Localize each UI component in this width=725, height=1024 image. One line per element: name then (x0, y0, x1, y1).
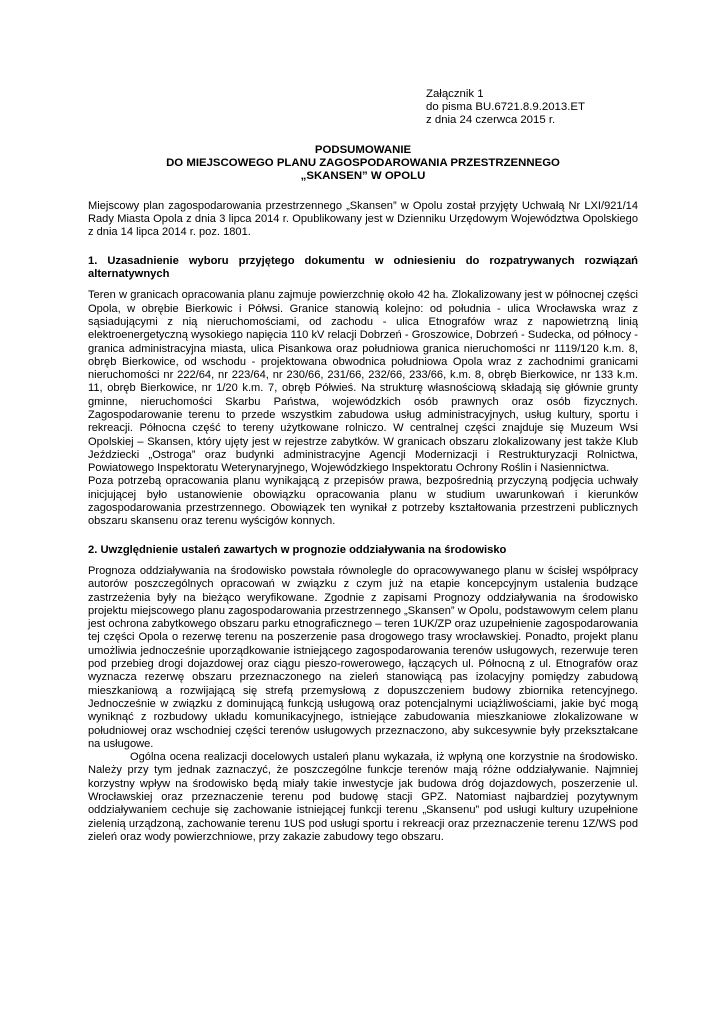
section-2-paragraph-2: Ogólna ocena realizacji docelowych ustaleń planu wykazała, iż wpłyną one korzystnie na środowisko. Należy przy tym jednak zaznaczyć, że poszczególne funkcje terenów mają różne oddziaływanie. Najmniej korzystny wpływ na środowisko będą miały takie inwestycje jak budowa dróg dojazdowych, poszerzenie ul. Wrocławskiej oraz przeznaczenie terenu pod budowę stacji GPZ. Natomiast najbardziej pozytywnym oddziaływaniem cechuje się zachowanie istniejącej funkcji terenu „Skansenu” pod usługi kultury uzupełnione zielenią urządzoną, zachowanie terenu 1US pod usługi sportu i rekreacji oraz przeznaczenie terenu 1Z/WS pod zieleń oraz wody powierzchniowe, przy zakazie zabudowy tego obszaru. (88, 751, 638, 843)
annex-reference: do pisma BU.6721.8.9.2013.ET (426, 101, 585, 114)
annex-block (426, 88, 638, 128)
title-line-2: DO MIEJSCOWEGO PLANU ZAGOSPODAROWANIA PRZESTRZENNEGO (166, 157, 560, 170)
intro-paragraph: Miejscowy plan zagospodarowania przestrzennego „Skansen” w Opolu został przyjęty Uchwałą Nr LXI/921/14 Rady Miasta Opola z dnia 3 lipca 2014 r. Opublikowany jest w Dzienniku Urzędowym Województwa Opolskiego z dnia 14 lipca 2014 r. poz. 1801. (88, 199, 638, 239)
annex-date: z dnia 24 czerwca 2015 r. (426, 114, 556, 127)
title-line-3: „SKANSEN” W OPOLU (300, 170, 426, 183)
title-line-1: PODSUMOWANIE (314, 143, 412, 156)
document-page (88, 88, 638, 844)
annex-line: Załącznik 1 (426, 88, 484, 100)
section-1-paragraph-1: Teren w granicach opracowania planu zajmuje powierzchnię około 42 ha. Zlokalizowany jest w północnej części Opola, w obrębie Bierkowic i Półwsi. Granice stanowią kolejno: od południa - ulica Wrocławska wraz z sąsiadującymi z nią nieruchomościami, od zachodu - ulica Etnografów wraz z napowietrzną linią elektroenergetyczną wysokiego napięcia 110 kV relacji Dobrzeń - Groszowice, Dobrzeń - Sudecka, od północy - granica administracyjna miasta, ulica Pisankowa oraz południowa granica nieruchomości nr 1119/120 k.m. 8, obręb Bierkowice, od wschodu - projektowana obwodnica południowa Opola wraz z zachodnimi granicami nieruchomości nr 222/64, nr 223/64, nr 230/66, 231/66, 232/66, 233/66, k.m. 8, obręb Bierkowice, nr 133 k.m. 11, obręb Bierkowice, nr 1/20 k.m. 7, obręb Półwieś. Na strukturę własnościową składają się głównie grunty gminne, nieruchomości Skarbu Państwa, wojewódzkich osób prawnych oraz osób fizycznych. Zagospodarowanie terenu to przede wszystkim zabudowa usług administracyjnych, usług kultury, sportu i rekreacji. Północna część to tereny użytkowane rolniczo. W centralnej części znajduje się Muzeum Wsi Opolskiej – Skansen, który ujęty jest w rejestrze zabytków. W granicach obszaru zlokalizowany jest także Klub Jeździecki „Ostroga” oraz budynki administracyjne Agencji Modernizacji i Restrukturyzacji Rolnictwa, Powiatowego Inspektoratu Weterynaryjnego, Wojewódzkiego Inspektoratu Ochrony Roślin i Nasiennictwa. (88, 289, 638, 475)
section-2-paragraph-1: Prognoza oddziaływania na środowisko powstała równolegle do opracowywanego planu w ścisłej współpracy autorów poszczególnych opracowań w związku z czym już na etapie koncepcyjnym ustalenia budzące zastrzeżenia były na bieżąco weryfikowane. Zgodnie z zapisami Prognozy oddziaływania na środowisko projektu miejscowego planu zagospodarowania przestrzennego „Skansen” w Opolu, podstawowym celem planu jest ochrona zabytkowego obszaru parku etnograficznego – teren 1UK/ZP oraz uzupełnienie zagospodarowania tej części Opola o rezerwę terenu na poszerzenie pasa drogowego trasy wrocławskiej. Ponadto, projekt planu umożliwia jednocześnie uporządkowanie istniejącego zagospodarowania terenów usługowych, rezerwuje teren pod przebieg drogi dojazdowej oraz ciągu pieszo-rowerowego, łączących ul. Północną z ul. Etnografów oraz wyznacza rezerwę obszaru przeznaczonego na zieleń stanowiącą pas izolacyjny pomiędzy zabudową mieszkaniową a rozwijającą się strefą przemysłową z dopuszczeniem budowy zbiornika retencyjnego. Jednocześnie w związku z dominującą funkcją usługową oraz potencjalnymi uciążliwościami, jakie być mogą wyniknąć z rozbudowy układu komunikacyjnego, istniejące zabudowania mieszkaniowe zlokalizowane w południowej oraz wschodniej części terenów usługowych przeznaczono, aby sukcesywnie były przekształcane na usługowe. (88, 564, 638, 750)
document-title (88, 144, 638, 184)
section-2-heading: 2. Uwzględnienie ustaleń zawartych w prognozie oddziaływania na środowisko (88, 543, 507, 556)
section-1-heading: 1. Uzasadnienie wyboru przyjętego dokumentu w odniesieniu do rozpatrywanych rozwiązań alternatywnych (88, 254, 638, 281)
section-1-paragraph-2: Poza potrzebą opracowania planu wynikającą z przepisów prawa, bezpośrednią przyczyną podjęcia uchwały inicjującej było ustanowienie obowiązku opracowania planu w studium uwarunkowań i kierunków zagospodarowania przestrzennego. Obowiązek ten wynikał z potrzeby kształtowania przestrzeni publicznych obszaru skansenu oraz terenu wyścigów konnych. (88, 475, 638, 528)
